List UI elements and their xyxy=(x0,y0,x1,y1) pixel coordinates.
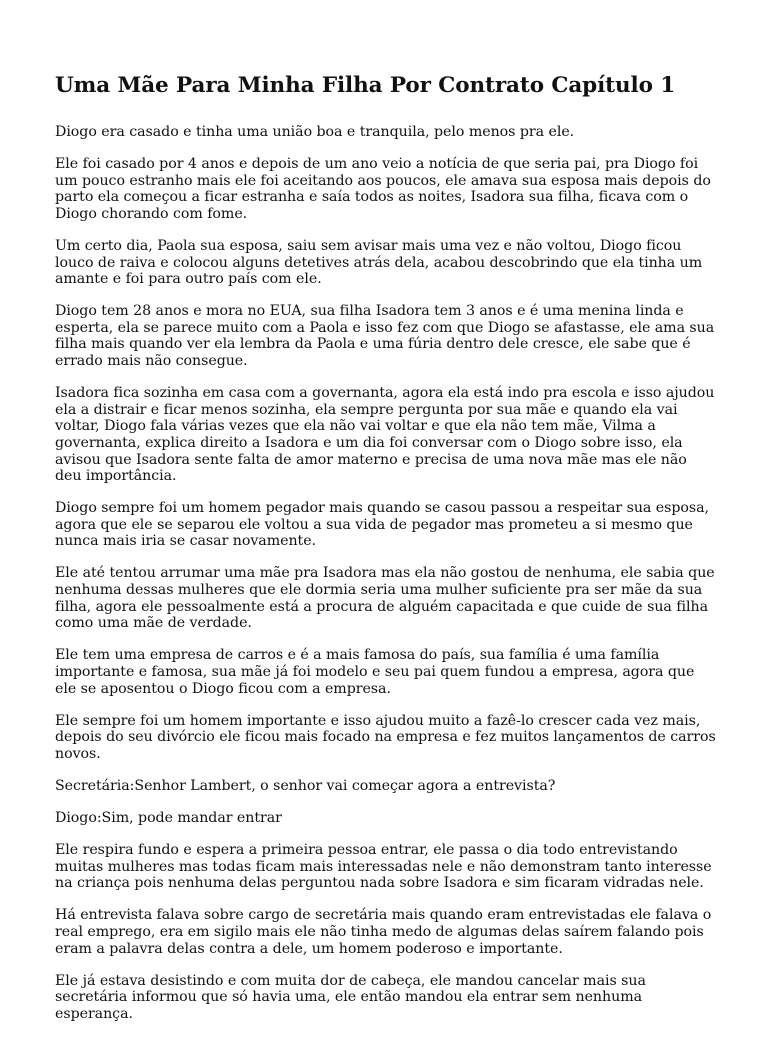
paragraph: Diogo tem 28 anos e mora no EUA, sua filha Isadora tem 3 anos e é uma menina linda e esperta, ela se parece muito com a Paola e isso fez com que Diogo se afastasse, ele ama sua filha mais quando ver ela lembra da Paola e uma fúria dentro dele cresce, ele sabe que é errado mais não consegue. xyxy=(55,303,715,370)
dialogue-line: Secretária:Senhor Lambert, o senhor vai começar agora a entrevista? xyxy=(55,777,556,794)
document-title: Uma Mãe Para Minha Filha Por Contrato Capítulo 1 xyxy=(55,73,676,98)
paragraph: Ele já estava desistindo e com muita dor de cabeça, ele mandou cancelar mais sua secretária informou que só havia uma, ele então mandou ela entrar sem nenhuma esperança. xyxy=(55,972,646,1022)
document-page xyxy=(55,72,717,1038)
dialogue-line: Diogo:Sim, pode mandar entrar xyxy=(55,810,282,826)
paragraph: Ele tem uma empresa de carros e é a mais famosa do país, sua família é uma família importante e famosa, sua mãe já foi modelo e seu pai quem fundou a empresa, agora que ele se aposentou o Diogo ficou com a empresa. xyxy=(55,647,695,697)
paragraph: Ele até tentou arrumar uma mãe pra Isadora mas ela não gostou de nenhuma, ele sabia que nenhuma dessas mulheres que ele dormia seria uma mulher suficiente pra ser mãe da sua filha, agora ele pessoalmente está a procura de alguém capacitada e que cuide de sua filha como uma mãe de verdade. xyxy=(55,565,715,632)
paragraph: Há entrevista falava sobre cargo de secretária mais quando eram entrevistadas ele falava o real emprego, era em sigilo mais ele não tinha medo de algumas delas saírem falando pois eram a palavra delas contra a dele, um homem poderoso e importante. xyxy=(55,907,712,957)
paragraph: Um certo dia, Paola sua esposa, saiu sem avisar mais uma vez e não voltou, Diogo ficou louco de raiva e colocou alguns detetives atrás dela, acabou descobrindo que ela tinha um amante e foi para outro país com ele. xyxy=(55,237,703,288)
paragraph: Ele sempre foi um homem importante e isso ajudou muito a fazê-lo crescer cada vez mais, depois do seu divórcio ele ficou mais focado na empresa e fez muitos lançamentos de carros novos. xyxy=(55,712,716,762)
paragraph: Isadora fica sozinha em casa com a governanta, agora ela está indo pra escola e isso ajudou ela a distrair e ficar menos sozinha, ela sempre pergunta por sua mãe e quando ela vai voltar, Diogo fala várias vezes que ela não vai voltar e que ela não tem mãe, Vilma a governanta, explica direito a Isadora e um dia foi conversar com o Diogo sobre isso, ela avisou que Isadora sente falta de amor materno e precisa de uma nova mãe mas ele não deu importância. xyxy=(55,385,715,485)
paragraph: Ele foi casado por 4 anos e depois de um ano veio a notícia de que seria pai, pra Diogo foi um pouco estranho mais ele foi aceitando aos poucos, ele amava sua esposa mais depois do parto ela começou a ficar estranha e saía todos as noites, Isadora sua filha, ficava com o Diogo chorando com fome. xyxy=(55,156,711,222)
paragraph: Diogo sempre foi um homem pegador mais quando se casou passou a respeitar sua esposa, agora que ele se separou ele voltou a sua vida de pegador mas prometeu a si mesmo que nunca mais iria se casar novamente. xyxy=(55,500,709,550)
paragraph: Ele respira fundo e espera a primeira pessoa entrar, ele passa o dia todo entrevistando muitas mulheres mas todas ficam mais interessadas nele e não demonstram tanto interesse na criança pois nenhuma delas perguntou nada sobre Isadora e sim ficaram vidradas nele. xyxy=(55,842,712,892)
paragraph: Diogo era casado e tinha uma união boa e tranquila, pelo menos pra ele. xyxy=(55,124,575,140)
